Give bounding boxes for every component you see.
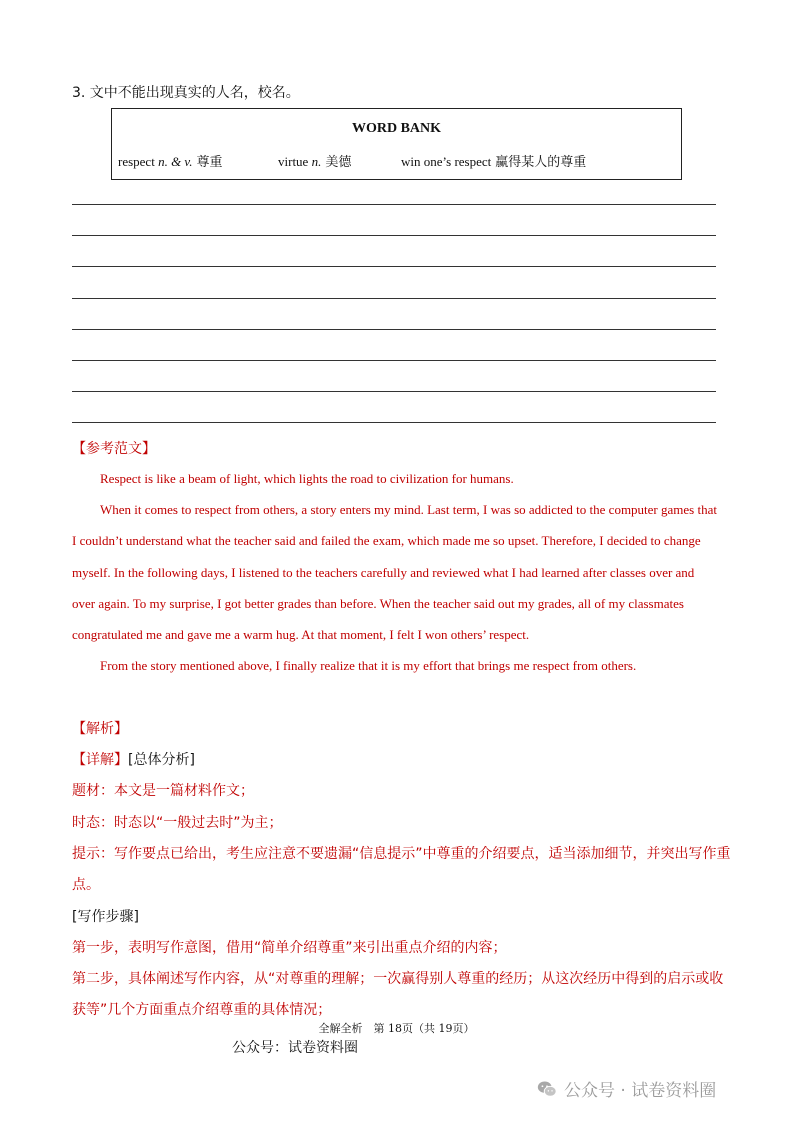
step-one-line: 第一步，表明写作意图，借用“简单介绍尊重”来引出重点介绍的内容； (72, 940, 507, 956)
page-footer: 全解全析 第 18页（共 19页） (318, 1022, 475, 1035)
watermark (536, 1076, 716, 1101)
detail-heading-line (72, 749, 195, 769)
reference-heading: 【参考范文】 (72, 441, 156, 457)
step-two-line-continued: 获等”几个方面重点介绍尊重的具体情况； (72, 1002, 332, 1018)
word-bank-item (118, 151, 223, 170)
writing-line[interactable] (72, 360, 716, 361)
writing-line[interactable] (72, 235, 716, 236)
writing-line[interactable] (72, 204, 716, 205)
essay-paragraph: When it comes to respect from others, a story enters my mind. Last term, I was so addicted to the computer games that I couldn’t understand what the teacher said and failed the exam, which made me so upset. Therefore, I decided to change myself. In the following days, I listened to the teachers carefully and reviewed what I had learned after classes over and over again. To my surprise, I got better grades than before. When the teacher said out my grades, all of my classmates congratulated me and gave me a warm hug. At that moment, I felt I won others’ respect. (72, 502, 717, 643)
word-bank-item (278, 151, 351, 170)
word-bank-item (401, 151, 586, 170)
requirement-item: 3. 文中不能出现真实的人名，校名。 (72, 85, 300, 101)
wechat-icon (536, 1078, 558, 1100)
word-bank-word: win one’s respect (401, 154, 492, 169)
public-account-label: 公众号：试卷资料圈 (232, 1040, 358, 1056)
writing-line[interactable] (72, 298, 716, 299)
essay-paragraph: Respect is like a beam of light, which lights the road to civilization for humans. (100, 471, 514, 486)
overall-analysis-label: [总体分析] (128, 752, 195, 768)
tip-line-continued: 点。 (72, 877, 100, 893)
word-bank-word: respect (118, 154, 159, 169)
word-bank-meaning: 美德 (325, 155, 352, 170)
model-essay (72, 463, 720, 681)
writing-line[interactable] (72, 422, 716, 423)
analysis-heading: 【解析】 (72, 721, 128, 737)
word-bank-pos: n. (311, 154, 322, 169)
word-bank-meaning: 赢得某人的尊重 (495, 155, 587, 170)
tip-line: 提示：写作要点已给出，考生应注意不要遗漏“信息提示”中尊重的介绍要点，适当添加细节，并突出写作重 (72, 846, 731, 862)
writing-line[interactable] (72, 266, 716, 267)
topic-line: 题材：本文是一篇材料作文； (72, 783, 254, 799)
word-bank-title: WORD BANK (351, 121, 442, 136)
word-bank-box (111, 108, 682, 180)
word-bank-meaning: 尊重 (196, 155, 223, 170)
watermark-text: 公众号 · 试卷资料圈 (564, 1081, 717, 1101)
word-bank-pos: n. & v. (158, 154, 193, 169)
steps-heading: [写作步骤] (72, 909, 139, 925)
detail-heading: 【详解】 (72, 752, 128, 768)
step-two-line: 第二步，具体阐述写作内容，从“对尊重的理解；一次赢得别人尊重的经历；从这次经历中得到的启示或收 (72, 971, 724, 987)
word-bank-word: virtue (278, 154, 312, 169)
writing-line[interactable] (72, 391, 716, 392)
writing-line[interactable] (72, 329, 716, 330)
essay-paragraph: From the story mentioned above, I finally realize that it is my effort that brings me respect from others. (100, 658, 637, 674)
tense-line: 时态：时态以“一般过去时”为主； (72, 815, 283, 831)
